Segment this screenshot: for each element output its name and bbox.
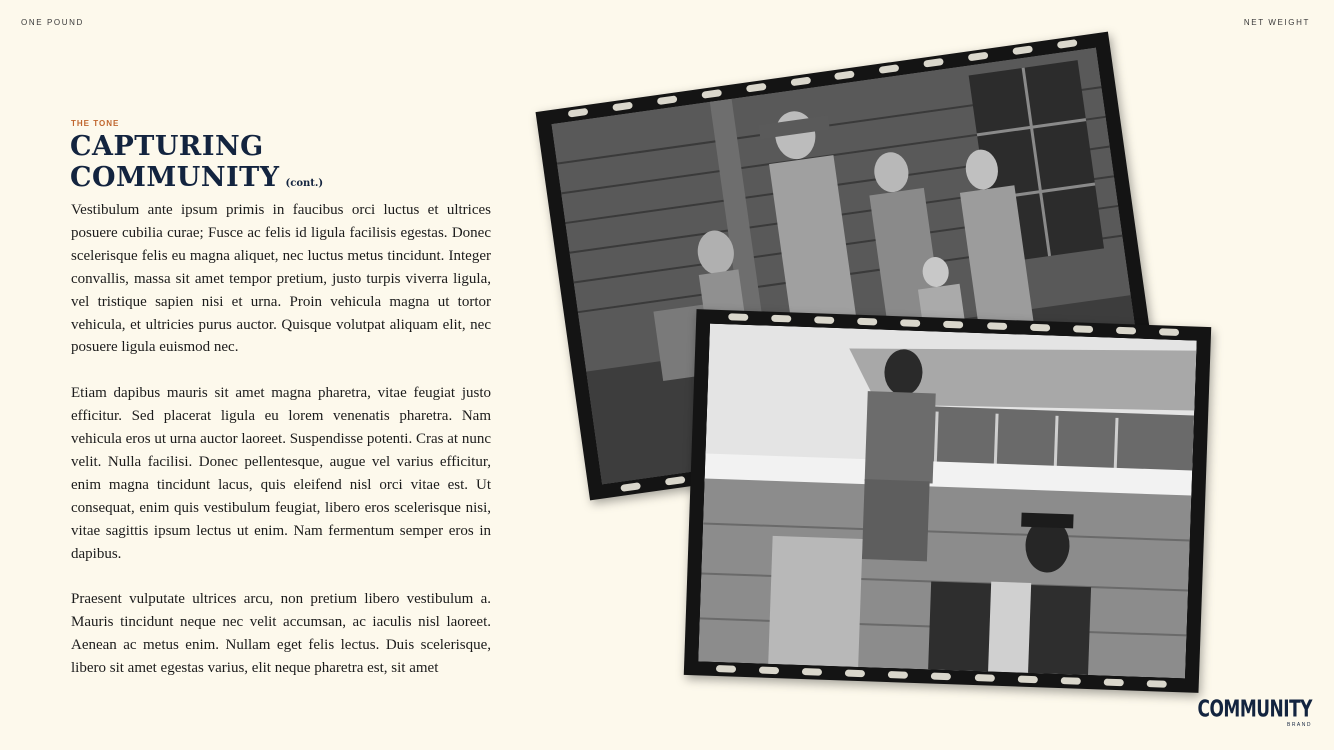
header-right-label: NET WEIGHT — [1243, 18, 1310, 27]
logo-subtitle: BRAND — [1286, 722, 1312, 728]
title-line-1: CAPTURING — [70, 131, 264, 162]
paragraph-1: Vestibulum ante ipsum primis in faucibus orci luctus et ultrices posuere cubilia curae; Fusce ac felis id ligula facilisis egestas. Donec scelerisque felis eu magna aliquet, nec luctus metus tincidunt. Integer convallis, massa sit amet tempor pretium, justo turpis viverra ligula, vel tristique sapien nisi et urna. Proin vehicula magna ut tortor vehicula, et ultricies purus auctor. Quisque volutpat aliquam elit, nec posuere ligula euismod nec. — [71, 202, 491, 356]
title-suffix: (cont.) — [285, 178, 324, 189]
film-photo-boy-and-man — [684, 309, 1211, 693]
title-line-2: COMMUNITY — [70, 162, 280, 193]
section-eyebrow: THE TONE — [71, 119, 120, 128]
header-left-label: ONE POUND — [21, 18, 84, 27]
page-title — [70, 131, 323, 199]
body-text — [71, 199, 491, 679]
photo-boy-and-man-image — [698, 324, 1196, 679]
paragraph-2: Etiam dapibus mauris sit amet magna pharetra, vitae feugiat justo efficitur. Sed placerat ligula eu lorem venenatis pharetra. Nam vehicula eros ut urna auctor laoreet. Suspendisse potenti. Cras at nunc velit. Nulla facilisi. Donec pellentesque, augue vel varius efficitur, enim magna tincidunt lacus, quis eleifend nisl orci vitae est. Ut consequat, enim quis vestibulum feugiat, libero eros scelerisque nisi, vitae sagittis ipsum lectus ut enim. Nam fermentum semper eros in dapibus. — [71, 385, 491, 562]
community-brand-logo — [1197, 696, 1312, 728]
paragraph-3: Praesent vulputate ultrices arcu, non pretium libero vestibulum a. Mauris tincidunt neque nec velit accumsan, ac iaculis nisl laoreet. Aenean ac metus enim. Nullam eget felis lectus. Duis scelerisque, libero sit amet egestas varius, elit neque pharetra est, sit amet — [71, 591, 491, 677]
logo-wordmark: COMMUNITY — [1197, 696, 1312, 724]
